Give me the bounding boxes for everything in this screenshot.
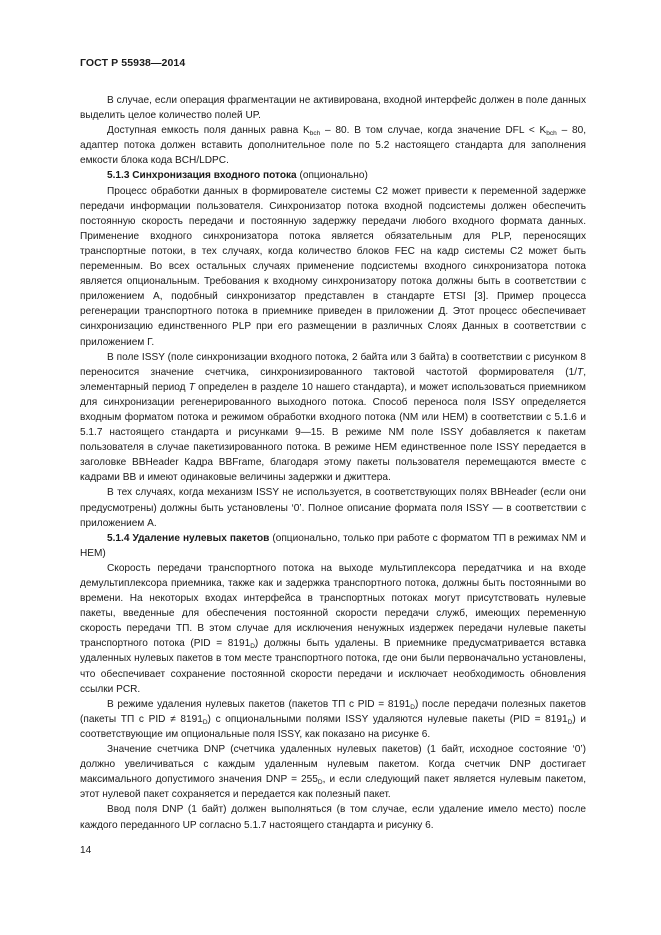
section-title: 5.1.3 Синхронизация входного потока xyxy=(107,170,297,182)
paragraph-sync-process: Процесс обработки данных в формирователе системы C2 может привести к переменной задержке передачи информации пользователя. Синхронизатор потока входной подсистемы должен обеспечить постоянную скорость передачи и постоянную задержку передачи любого входного формата данных. Применение входного синхронизатора потока является обязательным для PLP, переносящих транспортные потоки, в тех случаях, когда количество блоков FEC на кадр системы C2 может быть переменным. Во всех остальных случаях применение подсистемы входного синхронизатора потока является опциональным. Требования к входному синхронизатору потока должны быть в соответствии с приложением А, подобный синхронизатор представлен в стандарте ETSI [3]. Пример процесса регенерации транспортного потока в приемнике приведен в приложении Д. Этот процесс обеспечивает синхронизацию единственного PLP при его размещении в различных Слоях Данных в соответствии с приложением Г. xyxy=(80,185,586,348)
section-heading-null-packet-deletion: 5.1.4 Удаление нулевых пакетов (опционально, только при работе с форматом ТП в режимах NM и HEM) xyxy=(80,532,587,559)
paragraph-issy-field: В поле ISSY (поле синхронизации входного потока, 2 байта или 3 байта) в соответствии с рисунком 8 переносится значение счетчика, синхронизированного тактовой частотой формирователя (1/T, элементарный период T определен в разделе 10 нашего стандарта), и может использоваться приемником для синхронизации регенерированного выходного потока. Способ переноса поля ISSY определяется входным форматом потока и режимом обработки входного потока (NM или HEM) в соответствии с 5.1.6 и 5.1.7 настоящего стандарта и рисунками 9—15. В режиме NM поле ISSY добавляется к пакетам пользователя в случае пакетизированного потока. В режиме HEM единственное поле ISSY передается в заголовке BBHeader Кадра BBFrame, благодаря этому пакеты пользователя перемещаются вместе с кадрами BB и имеют одинаковые величины задержки и джиттера. xyxy=(80,351,586,484)
paragraph-dnp-insertion: Ввод поля DNP (1 байт) должен выполняться (в том случае, если удаление имело место) после каждого переданного UP согласно 5.1.7 настоящего стандарта и рисунку 6. xyxy=(80,804,586,831)
paragraph-fragmentation: В случае, если операция фрагментации не активирована, входной интерфейс должен в поле данных выделить целое количество полей UP. xyxy=(80,95,586,122)
paragraph-issy-unused: В тех случаях, когда механизм ISSY не используется, в соответствующих полях BBHeader (если они предусмотрены) должны быть установлены ‘0’. Полное описание формата поля ISSY — в соответствии с приложением А. xyxy=(80,487,586,529)
paragraph-ts-rate: Скорость передачи транспортного потока на выходе мультиплексора передатчика и на входе демультиплексора приемника, также как и задержка транспортного потока, должны быть постоянными во времени. На некоторых входах интерфейса в транспортных потоках могут присутствовать нулевые пакеты, введенные для обеспечения постоянной скорости передачи служб, имеющих переменную скорость передачи ТП. В этом случае для исключения ненужных издержек передачи нулевые пакеты транспортного потока $(PID = 8191_D)$ должны быть удалены. В приемнике предусматривается вставка удаленных нулевых пакетов в том месте транспортного потока, где они были первоначально установлены, что обеспечивает сохранение постоянной скорости передачи и исключает необходимость обновления ссылки PCR. xyxy=(80,562,586,695)
document-header: ГОСТ Р 55938—2014 xyxy=(80,57,186,69)
paragraph-dnp-counter: Значение счетчика DNP (счетчика удаленных нулевых пакетов) (1 байт, исходное состояние ‘0’) должно увеличиваться с каждым удаленным нулевым пакетом. Когда счетчик DNP достигает максимального допустимого значения DNP = $255_D$, и если следующий пакет является нулевым пакетом, этот нулевой пакет сохраняется и передается как полезный пакет. xyxy=(80,744,587,801)
paragraph-deletion-mode: В режиме удаления нулевых пакетов (пакетов ТП с PID = $8191_D$) после передачи полезных пакетов (пакеты ТП с PID ≠ $8191_D$) с опциональными полями ISSY удаляются нулевые пакеты $(PID = 8191_D)$ и соответствующие им опциональные поля ISSY, как показано на рисунке 6. xyxy=(80,698,586,740)
page-number: 14 xyxy=(80,845,92,856)
section-title: 5.1.4 Удаление нулевых пакетов xyxy=(107,532,270,544)
document-body xyxy=(80,93,586,833)
section-heading-input-sync: 5.1.3 Синхронизация входного потока (опционально) xyxy=(107,170,368,182)
paragraph-data-field-capacity: Доступная емкость поля данных равна $K_{bch} - 80$. В том случае, когда значение DFL < $K_{bch} - 80$, адаптер потока должен вставить дополнительное поле по 5.2 настоящего стандарта для заполнения емкости блока кода BCH/LDPC. xyxy=(80,125,586,167)
